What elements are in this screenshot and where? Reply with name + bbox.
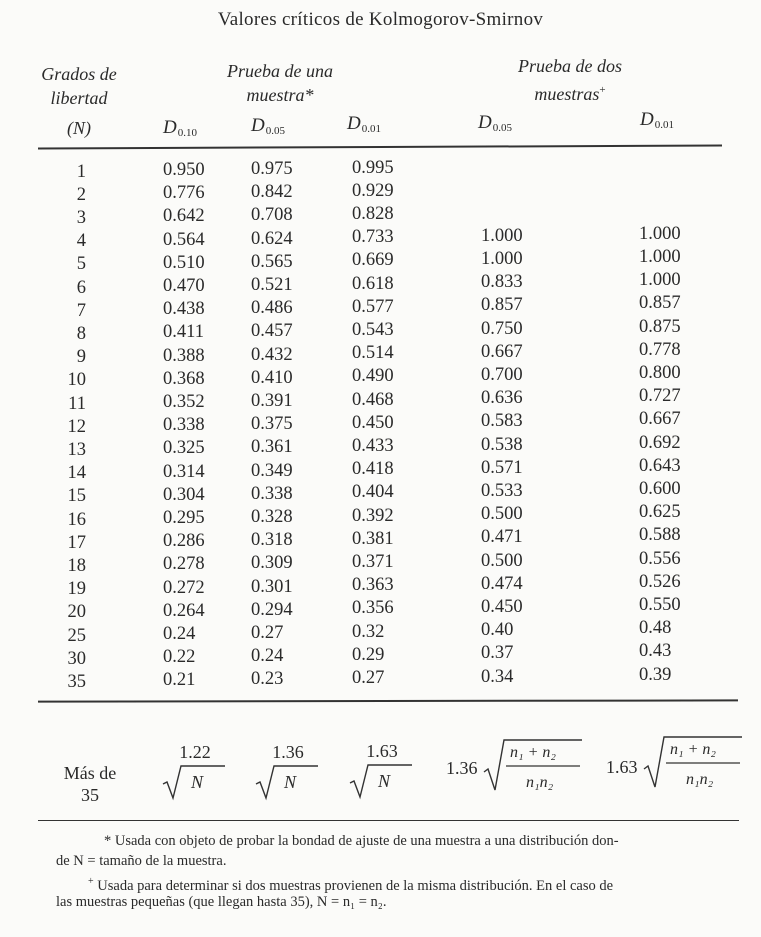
cell-t05: 0.471	[481, 527, 523, 548]
footnote-1-line2: de N = tamaño de la muestra.	[56, 853, 227, 869]
cell-t01: 0.727	[639, 386, 681, 407]
cell-d01: 0.404	[352, 482, 394, 503]
cell-n: 15	[67, 486, 86, 507]
col-header-d010	[163, 117, 197, 139]
cell-d01: 0.995	[352, 157, 394, 178]
col-header-two-d001-sub: 0.01	[654, 119, 674, 131]
cell-n: 7	[76, 300, 86, 321]
cell-t01: 0.875	[639, 316, 681, 337]
cell-t01: 0.667	[639, 409, 681, 430]
formula-d005-num: 1.36	[272, 742, 304, 762]
cell-d05: 0.375	[251, 414, 293, 435]
cell-d05: 0.708	[251, 205, 293, 226]
cell-t05: 0.474	[481, 573, 523, 594]
cell-d10: 0.325	[163, 438, 205, 459]
df-header	[24, 62, 134, 110]
cell-t01: 0.39	[639, 664, 672, 685]
cell-d10: 0.411	[163, 322, 204, 343]
df-header-line2: libertad	[50, 88, 108, 108]
cell-n: 4	[76, 231, 86, 252]
two-sample-header-text: muestras	[534, 84, 600, 104]
cell-t01: 0.556	[639, 548, 681, 569]
cell-d01: 0.450	[352, 412, 394, 433]
cell-d10: 0.24	[163, 623, 196, 644]
cell-t01: 0.600	[639, 479, 681, 500]
cell-t01: 0.48	[639, 618, 672, 639]
one-sample-header-line2: muestra*	[246, 85, 314, 105]
cell-d01: 0.543	[352, 320, 394, 341]
cell-t01: 0.857	[639, 293, 681, 314]
cell-n: 35	[67, 672, 86, 692]
cell-d05: 0.338	[251, 483, 293, 504]
cell-n: 9	[76, 347, 86, 368]
cell-d01: 0.371	[352, 552, 394, 573]
cell-n: 2	[76, 184, 86, 205]
cell-t05: 0.571	[481, 457, 523, 478]
cell-t01: 0.625	[639, 502, 681, 523]
cell-t05: 1.000	[481, 225, 523, 246]
cell-n: 25	[67, 625, 86, 646]
cell-d01: 0.433	[352, 436, 394, 457]
cell-d10: 0.642	[163, 206, 205, 227]
cell-d10: 0.278	[163, 554, 205, 575]
cell-t01: 0.550	[639, 595, 681, 616]
cell-t01: 0.526	[639, 571, 681, 592]
cell-d05: 0.309	[251, 553, 293, 574]
col-header-d005-letter: D	[251, 115, 265, 136]
cell-t01: 0.692	[639, 432, 681, 453]
formula-d005-var: N	[284, 772, 297, 792]
more-than-line1: Más de	[63, 763, 117, 783]
cell-t05: 0.750	[481, 318, 523, 339]
cell-d05: 0.457	[251, 321, 293, 342]
cell-d05: 0.27	[251, 622, 284, 643]
col-header-two-d005-letter: D	[478, 112, 492, 133]
cell-d05: 0.24	[251, 646, 284, 667]
col-header-d010-letter: D	[163, 117, 177, 138]
cell-d05: 0.842	[251, 182, 293, 203]
one-sample-header	[200, 59, 360, 107]
cell-n: 20	[67, 602, 86, 623]
cell-d10: 0.338	[163, 415, 205, 436]
cell-t05: 0.700	[481, 364, 523, 385]
cell-d10: 0.564	[163, 229, 205, 250]
col-header-two-d005	[478, 112, 512, 134]
cell-d10: 0.368	[163, 368, 205, 389]
formula-two-d005-num: n₁ + n₂	[510, 744, 556, 761]
cell-d01: 0.669	[352, 250, 394, 271]
one-sample-header-line1: Prueba de una	[227, 61, 333, 81]
cell-d10: 0.314	[163, 461, 205, 482]
cell-d10: 0.264	[163, 600, 205, 621]
cell-t05: 0.833	[481, 272, 523, 293]
cell-n: 5	[76, 254, 86, 275]
cell-d05: 0.975	[251, 158, 293, 179]
cell-t05: 0.500	[481, 550, 523, 571]
df-header-line1: Grados de	[41, 64, 117, 84]
cell-t01: 0.778	[639, 339, 681, 360]
cell-d01: 0.577	[352, 296, 394, 317]
more-than-label	[60, 762, 120, 806]
cell-n: 3	[76, 208, 86, 228]
cell-d10: 0.950	[163, 159, 205, 180]
cell-n: 8	[76, 324, 86, 344]
cell-d10: 0.470	[163, 275, 205, 296]
cell-d10: 0.21	[163, 670, 196, 691]
cell-d01: 0.828	[352, 204, 394, 225]
table-bottom-rule	[38, 699, 738, 702]
cell-d05: 0.294	[251, 599, 293, 620]
more-than-line2: 35	[81, 785, 99, 805]
cell-d05: 0.432	[251, 344, 293, 365]
header-rule	[38, 145, 722, 150]
formula-d001-num: 1.63	[366, 741, 398, 761]
two-sample-mark: +	[599, 84, 606, 96]
footnote-1-line1	[104, 831, 619, 851]
cell-d01: 0.363	[352, 575, 394, 596]
cell-n: 30	[67, 648, 86, 669]
cell-n: 19	[67, 579, 86, 600]
col-header-d001	[347, 113, 381, 135]
cell-t01: 0.643	[639, 455, 681, 476]
df-symbol: (N)	[67, 118, 91, 138]
cell-t01: 0.588	[639, 525, 681, 546]
cell-t01: 0.43	[639, 641, 672, 662]
cell-d05: 0.361	[251, 437, 293, 458]
two-sample-header-line2	[490, 78, 650, 106]
cell-d05: 0.301	[251, 576, 293, 597]
cell-t05: 0.667	[481, 341, 523, 362]
cell-d05: 0.521	[251, 274, 293, 295]
col-header-two-d001	[640, 109, 674, 131]
cell-n: 18	[67, 556, 86, 576]
formula-d010-num: 1.22	[179, 742, 211, 762]
cell-d05: 0.486	[251, 298, 293, 319]
cell-t01: 1.000	[639, 270, 681, 291]
cell-n: 10	[67, 370, 86, 391]
cell-t05: 0.538	[481, 434, 523, 455]
col-header-d001-sub: 0.01	[361, 123, 381, 135]
cell-d05: 0.23	[251, 669, 284, 690]
page-title: Valores críticos de Kolmogorov-Smirnov	[217, 9, 544, 30]
cell-d10: 0.22	[163, 647, 196, 668]
formula-two-d001-num: n₁ + n₂	[670, 741, 716, 758]
cell-d05: 0.565	[251, 251, 293, 272]
cell-d01: 0.490	[352, 366, 394, 387]
footnote-2-line2: las muestras pequeñas (que llegan hasta 35), N = n₁ = n₂.	[56, 894, 387, 910]
cell-t05: 0.40	[481, 620, 514, 641]
formula-two-d001-den: n₁n₂	[686, 771, 714, 788]
col-header-d005	[251, 115, 285, 137]
cell-d05: 0.624	[251, 228, 293, 249]
cell-t05: 0.533	[481, 480, 523, 501]
cell-d10: 0.272	[163, 577, 205, 598]
cell-d10: 0.388	[163, 345, 205, 366]
cell-d05: 0.318	[251, 530, 293, 551]
two-sample-header-line1: Prueba de dos	[518, 56, 622, 76]
cell-d05: 0.349	[251, 460, 293, 481]
cell-d01: 0.32	[352, 621, 385, 642]
cell-d01: 0.929	[352, 180, 394, 201]
cell-t01: 0.800	[639, 363, 681, 384]
cell-t05: 1.000	[481, 248, 523, 269]
cell-d01: 0.514	[352, 343, 394, 364]
cell-d10: 0.352	[163, 391, 205, 412]
footnote-1-mark: *	[104, 833, 112, 849]
cell-n: 1	[76, 161, 86, 182]
cell-n: 11	[68, 393, 86, 414]
cell-d10: 0.438	[163, 299, 205, 320]
cell-d01: 0.356	[352, 598, 394, 619]
cell-t05: 0.37	[481, 643, 514, 664]
cell-t05: 0.450	[481, 596, 523, 617]
col-header-d010-sub: 0.10	[177, 127, 197, 139]
cell-d05: 0.328	[251, 506, 293, 527]
formula-two-d005-coef: 1.36	[446, 758, 478, 778]
footnote-1-text: Usada con objeto de probar la bondad de ajuste de una muestra a una distribución don-	[114, 833, 619, 849]
two-sample-header	[490, 54, 650, 106]
col-header-two-d001-letter: D	[640, 109, 654, 130]
cell-d10: 0.304	[163, 484, 205, 505]
cell-d10: 0.286	[163, 531, 205, 552]
cell-n: 17	[67, 532, 86, 553]
cell-t05: 0.636	[481, 388, 523, 409]
col-header-d005-sub: 0.05	[265, 125, 285, 137]
cell-t05: 0.500	[481, 504, 523, 525]
cell-d01: 0.392	[352, 505, 394, 526]
formula-two-d005-den: n₁n₂	[526, 774, 554, 791]
cell-t01: 1.000	[639, 247, 681, 268]
cell-n: 12	[67, 416, 86, 437]
col-header-d001-letter: D	[347, 113, 361, 134]
cell-t05: 0.857	[481, 295, 523, 316]
cell-d01: 0.418	[352, 459, 394, 480]
formula-two-d001-coef: 1.63	[606, 757, 638, 777]
cell-d01: 0.618	[352, 273, 394, 294]
cell-t05: 0.583	[481, 411, 523, 432]
cell-d05: 0.391	[251, 390, 293, 411]
cell-n: 14	[67, 463, 86, 484]
cell-n: 13	[67, 440, 86, 460]
cell-d10: 0.510	[163, 252, 205, 273]
footnote-2-text: Usada para determinar si dos muestras provienen de la misma distribución. En el caso de	[97, 877, 614, 894]
cell-d01: 0.733	[352, 227, 394, 248]
cell-t05: 0.34	[481, 666, 514, 687]
formula-d001-var: N	[378, 771, 391, 791]
cell-n: 6	[76, 277, 86, 298]
cell-d10: 0.295	[163, 507, 205, 528]
footnote-rule	[38, 820, 739, 821]
cell-n: 16	[67, 509, 86, 530]
cell-d01: 0.29	[352, 644, 385, 665]
cell-t01: 1.000	[639, 223, 681, 244]
cell-d10: 0.776	[163, 183, 205, 204]
formula-d010-var: N	[191, 772, 204, 792]
cell-d05: 0.410	[251, 367, 293, 388]
cell-d01: 0.27	[352, 668, 385, 689]
footnote-2-mark: +	[88, 876, 94, 887]
cell-d01: 0.381	[352, 528, 394, 549]
cell-d01: 0.468	[352, 389, 394, 410]
col-header-two-d005-sub: 0.05	[492, 122, 512, 134]
